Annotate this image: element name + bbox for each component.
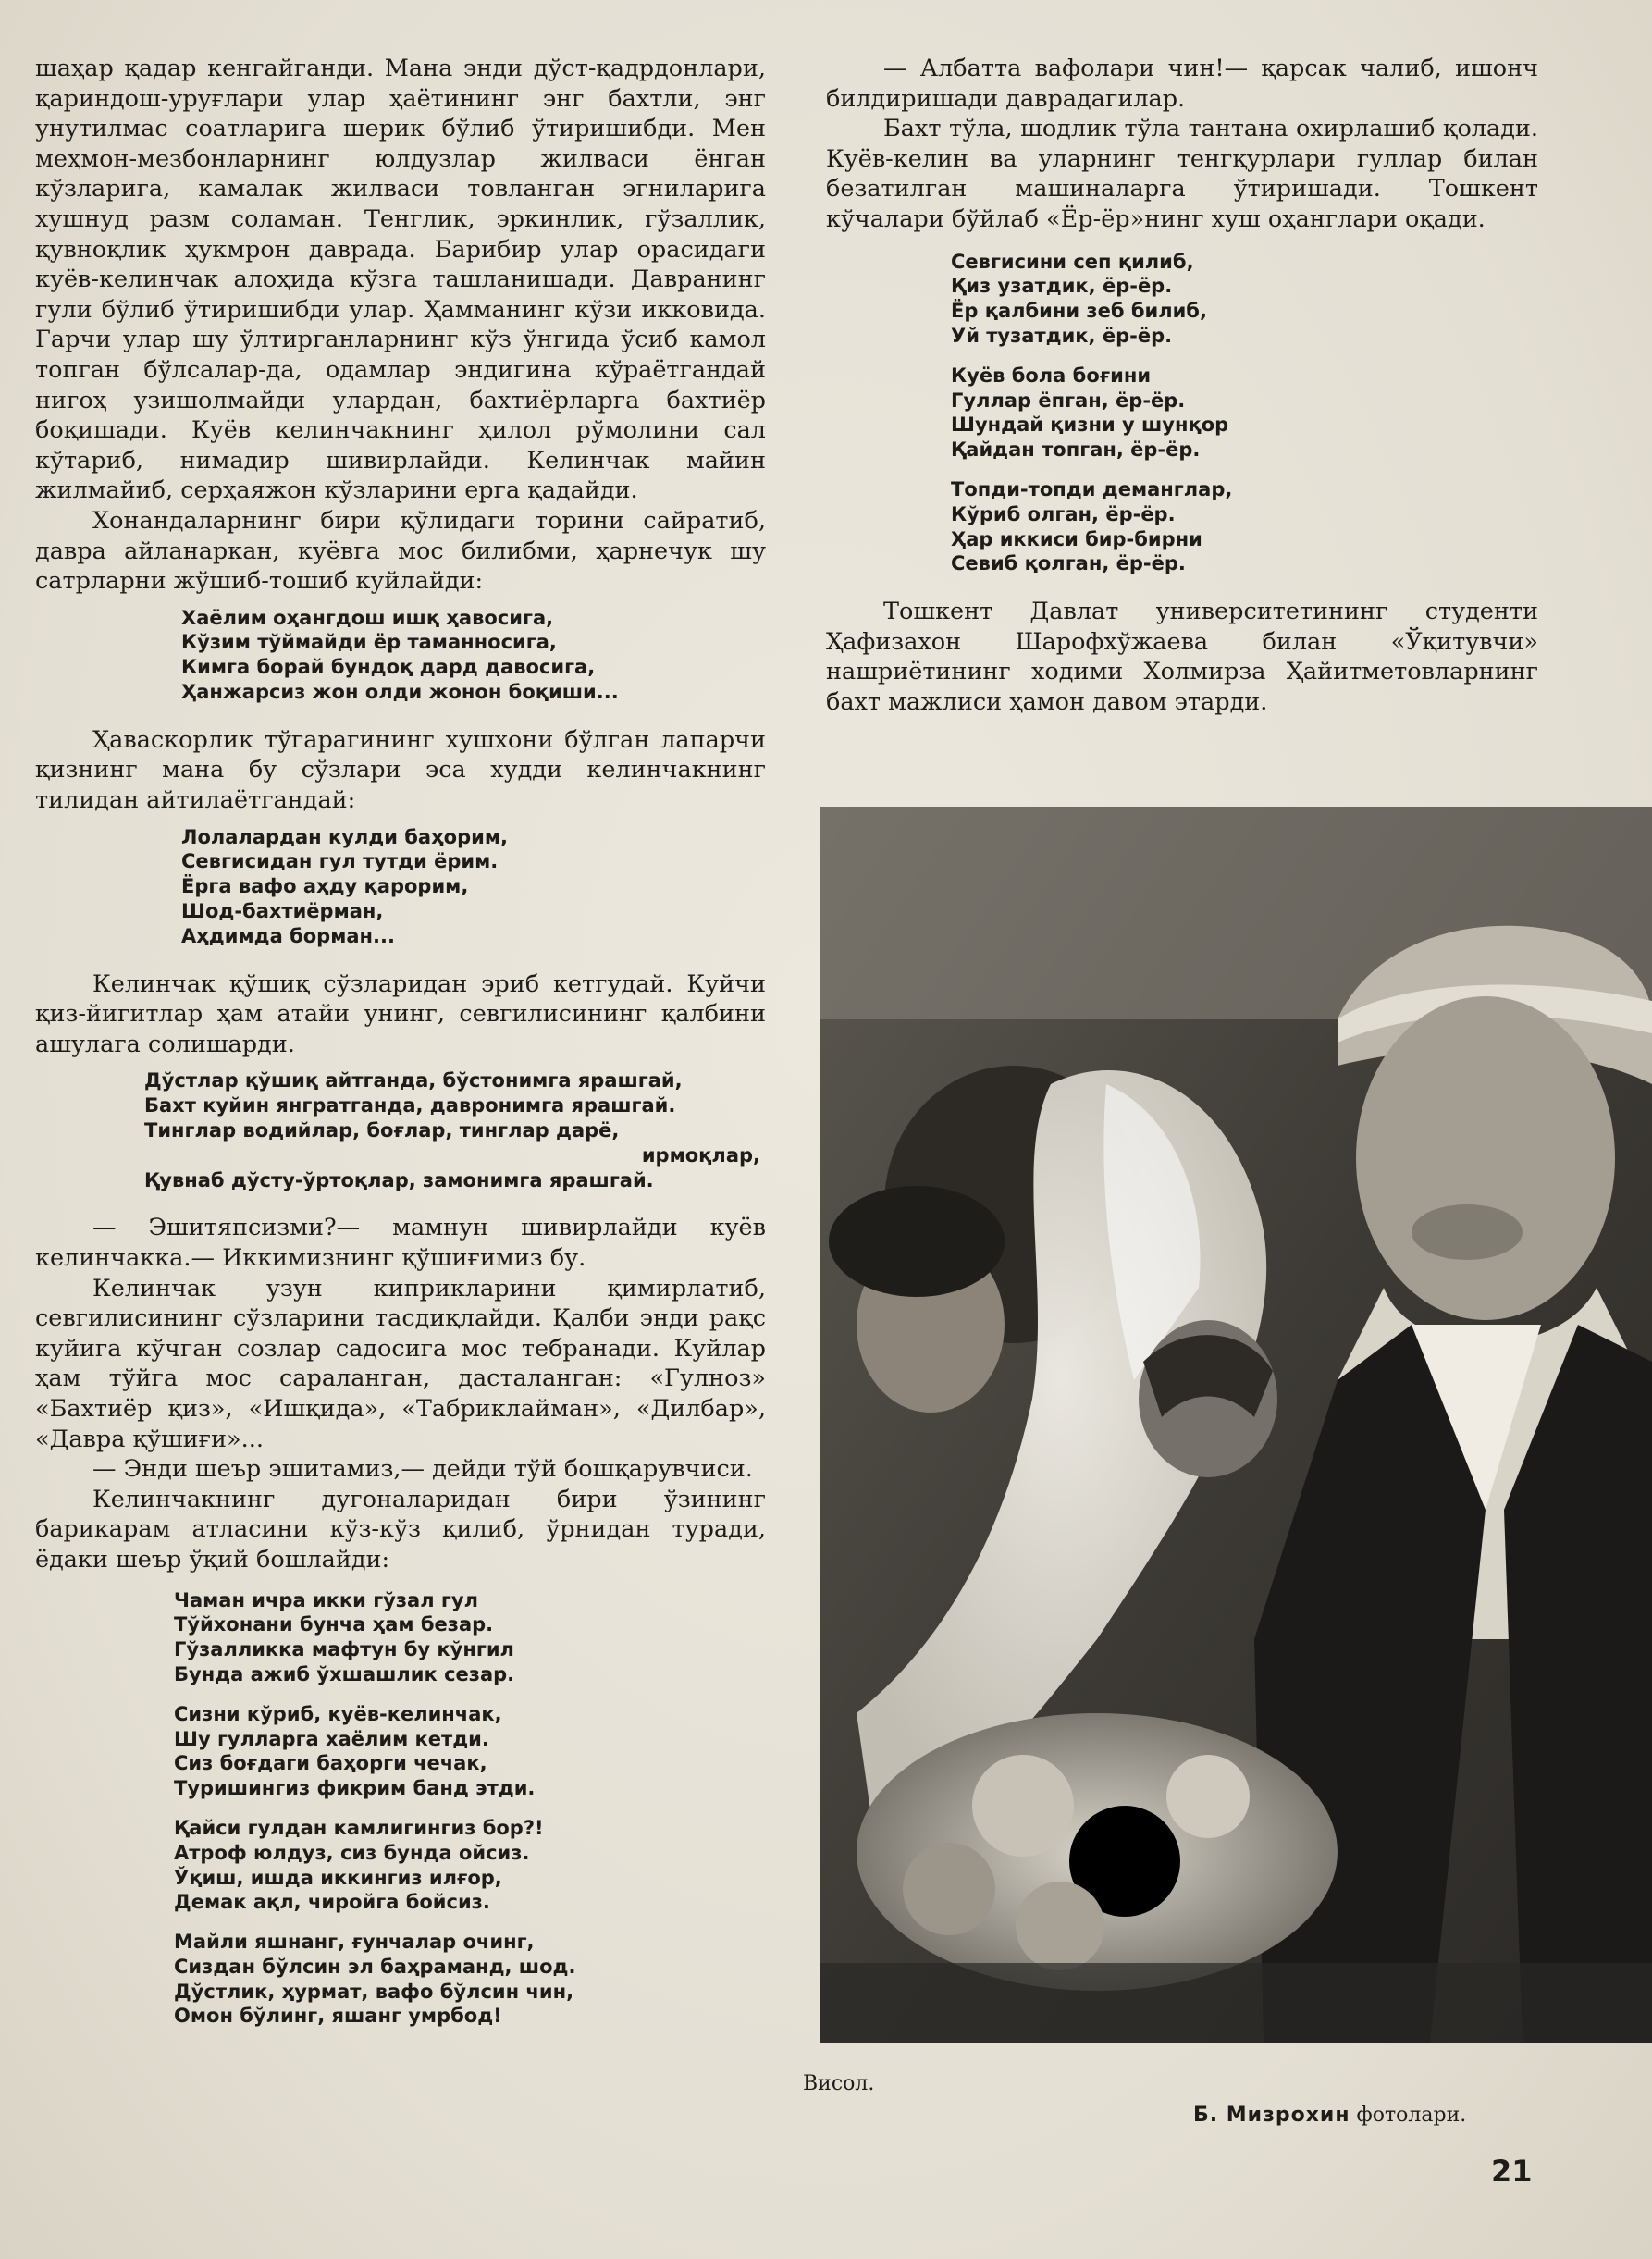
poem-line: Қайдан топган, ёр-ёр. bbox=[951, 438, 1201, 462]
page-number: 21 bbox=[1491, 2154, 1533, 2189]
photo-caption: Висол. bbox=[803, 2072, 875, 2095]
photo-credit-suffix: фотолари. bbox=[1356, 2104, 1467, 2127]
poem-line: Уй тузатдик, ёр-ёр. bbox=[951, 324, 1173, 347]
wedding-photo bbox=[820, 807, 1652, 2043]
poem-line: Гўзалликка мафтун бу кўнгил bbox=[174, 1638, 514, 1661]
poem-line: Лолалардан кулди баҳорим, bbox=[181, 825, 508, 848]
poem-line: Сиз боғдаги баҳорги чечак, bbox=[174, 1752, 487, 1775]
poem-line: Кўзим тўймайди ёр таманносига, bbox=[181, 631, 557, 654]
poem-line: Майли яшнанг, ғунчалар очинг, bbox=[174, 1931, 535, 1954]
photo-credit-author: Б. Мизрохин bbox=[1193, 2104, 1350, 2127]
poem-line: Ҳар иккиси бир-бирни bbox=[951, 527, 1202, 550]
poem-line: Севгисидан гул тутди ёрим. bbox=[181, 850, 499, 873]
poem-line: Ёрга вафо аҳду қарорим, bbox=[181, 875, 469, 898]
paragraph: Хонандаларнинг бири қўлидаги торини сайратиб, давра айланаркан, куёвга мос билибми, ҳарнечук шу сатрларни жўшиб-тошиб куйлайди: bbox=[35, 506, 766, 596]
poem-stanza bbox=[174, 1702, 766, 1801]
poem-line: Сиздан бўлсин эл баҳраманд, шод. bbox=[174, 1955, 576, 1978]
poem-lapar bbox=[181, 825, 766, 949]
photo-credit bbox=[1193, 2104, 1466, 2127]
poem-line: Чаман ичра икки гўзал гул bbox=[174, 1588, 478, 1611]
poem-stanza bbox=[951, 477, 1538, 576]
poem-line: Ҳанжарсиз жон олди жонон боқиши... bbox=[181, 681, 619, 704]
poem-line: Кўриб олган, ёр-ёр. bbox=[951, 502, 1176, 525]
poem-line: Куёв бола боғини bbox=[951, 364, 1152, 387]
poem-line: Туришингиз фикрим банд этди. bbox=[174, 1777, 536, 1800]
poem-line: Шод-бахтиёрман, bbox=[181, 900, 384, 923]
poem-line: Тўйхонани бунча ҳам безар. bbox=[174, 1613, 494, 1636]
poem-line: Атроф юлдуз, сиз бунда ойсиз. bbox=[174, 1841, 530, 1864]
poem-line: Шу гулларга хаёлим кетди. bbox=[174, 1727, 489, 1750]
poem-line: Бахт куйин янгратганда, давронимга ярашгай. bbox=[144, 1094, 676, 1117]
right-column bbox=[826, 54, 1538, 718]
wedding-photo-illustration bbox=[820, 807, 1652, 2043]
poem-yor-yor bbox=[951, 250, 1538, 577]
poem-line: Сизни кўриб, куёв-келинчак, bbox=[174, 1702, 502, 1725]
paragraph: — Энди шеър эшитамиз,— дейди тўй бошқарувчиси. bbox=[92, 1455, 753, 1484]
poem-line: Шундай қизни у шунқор bbox=[951, 414, 1229, 437]
poem-congratulation bbox=[174, 1588, 766, 2030]
poem-line: ирмоқлар, bbox=[641, 1143, 760, 1167]
paragraph: Тошкент Давлат университетининг студенти Ҳафизахон Шарофхўжаева билан «Ўқитувчи» нашриётининг ходими Холмирза Ҳайитметовларнинг бахт мажлиси ҳамон давом этарди. bbox=[826, 598, 1538, 716]
poem-line: Ёр қалбини зеб билиб, bbox=[951, 300, 1207, 323]
poem-line: Бунда ажиб ўхшашлик сезар. bbox=[174, 1662, 515, 1685]
poem-line: Қайси гулдан камлигингиз бор?! bbox=[174, 1816, 544, 1839]
poem-friends bbox=[144, 1068, 760, 1192]
poem-line: Хаёлим оҳангдош ишқ ҳавосига, bbox=[181, 606, 554, 629]
paragraph: Келинчак узун киприкларини қимирлатиб, севгилисининг сўзларини тасдиқлайди. Қалби энди рақс куйига кўчган созлар садосига мос тебранади. Куйлар ҳам тўйга мос сараланган, дасталанган: «Гулноз» «Бахтиёр қиз», «Ишқида», «Табриклайман», «Дилбар», «Давра қўшиғи»... bbox=[35, 1274, 766, 1453]
poem-line: Қиз узатдик, ёр-ёр. bbox=[951, 275, 1173, 298]
poem-line: Гуллар ёпган, ёр-ёр. bbox=[951, 389, 1186, 412]
paragraph: — Албатта вафолари чин!— қарсак чалиб, ишонч билдиришади даврадагилар. bbox=[826, 55, 1538, 113]
poem-line: Тинглар водийлар, боғлар, тинглар дарё, bbox=[144, 1119, 620, 1142]
paragraph: — Эшитяпсизми?— мамнун шивирлайди куёв келинчакка.— Иккимизнинг қўшиғимиз бу. bbox=[35, 1214, 766, 1272]
poem-line: Дўстлик, ҳурмат, вафо бўлсин чин, bbox=[174, 1980, 574, 2003]
poem-stanza bbox=[951, 364, 1538, 463]
paragraph: Ҳаваскорлик тўгарагининг хушхони бўлган лапарчи қизнинг мана бу сўзлари эса худди келинчакнинг тилидан айтилаётгандай: bbox=[35, 725, 766, 815]
poem-line: Севиб қолган, ёр-ёр. bbox=[951, 552, 1186, 575]
poem-line: Қувнаб дўсту-ўртоқлар, замонимга ярашгай. bbox=[144, 1168, 654, 1191]
poem-line: Дўстлар қўшиқ айтганда, бўстонимга ярашгай, bbox=[144, 1069, 683, 1092]
poem-stanza bbox=[174, 1588, 766, 1687]
poem-stanza bbox=[951, 250, 1538, 349]
paragraph: Келинчак қўшиқ сўзларидан эриб кетгудай. Куйчи қиз-йигитлар ҳам атайи унинг, севгилисининг қалбини ашулага солишарди. bbox=[35, 969, 766, 1058]
poem-line: Кимга борай бундоқ дард давосига, bbox=[181, 656, 596, 679]
paragraph: Бахт тўла, шодлик тўла тантана охирлашиб қолади. Куёв-келин ва уларнинг тенгқурлари гуллар билан безатилган машиналарга ўтиришади. Тошкент кўчалари бўйлаб «Ёр-ёр»нинг хуш оҳанглари оқади. bbox=[826, 115, 1538, 233]
poem-singer bbox=[181, 606, 766, 705]
poem-line: Топди-топди деманглар, bbox=[951, 477, 1233, 500]
poem-line: Аҳдимда борман... bbox=[181, 924, 395, 947]
poem-line: Демак ақл, чиройга бойсиз. bbox=[174, 1891, 490, 1914]
poem-line: Ўқиш, ишда иккингиз илғор, bbox=[174, 1866, 502, 1889]
poem-stanza bbox=[174, 1930, 766, 2029]
poem-line: Севгисини сеп қилиб, bbox=[951, 250, 1194, 273]
paragraph: Келинчакнинг дугоналаридан бири ўзининг барикарам атласини кўз-кўз қилиб, ўрнидан туради, ёдаки шеър ўқий бошлайди: bbox=[35, 1485, 766, 1574]
poem-line: Омон бўлинг, яшанг умрбод! bbox=[174, 2005, 502, 2028]
paragraph: шаҳар қадар кенгайганди. Мана энди дўст-қадрдонлари, қариндош-уруғлари улар ҳаётининг энг бахтли, энг унутилмас соатларига шерик бўлиб ўтиришибди. Мен меҳмон-мезбонларнинг юлдузлар жилваси ёнган кўзларига, камалак жилваси товланган эгниларига хушнуд разм соламан. Тенглик, эркинлик, гўзаллик, қувноқлик ҳукмрон даврада. Барибир улар орасидаги куёв-келинчак алоҳида кўзга ташланишади. Давранинг гули бўлиб ўтиришибди улар. Ҳамманинг кўзи икковида. Гарчи улар шу ўлтирганларнинг кўз ўнгида ўсиб камол топган бўлсалар-да, одамлар эндигина кўраётгандай нигоҳ узишолмайди улардан, бахтиёрларга бахтиёр боқишади. Куёв келинчакнинг ҳилол рўмолини сал кўтариб, нимадир шивирлайди. Келинчак майин жилмайиб, серҳаяжон кўзларини ерга қадайди. bbox=[35, 55, 766, 505]
poem-stanza bbox=[174, 1816, 766, 1915]
left-column bbox=[35, 54, 766, 2049]
